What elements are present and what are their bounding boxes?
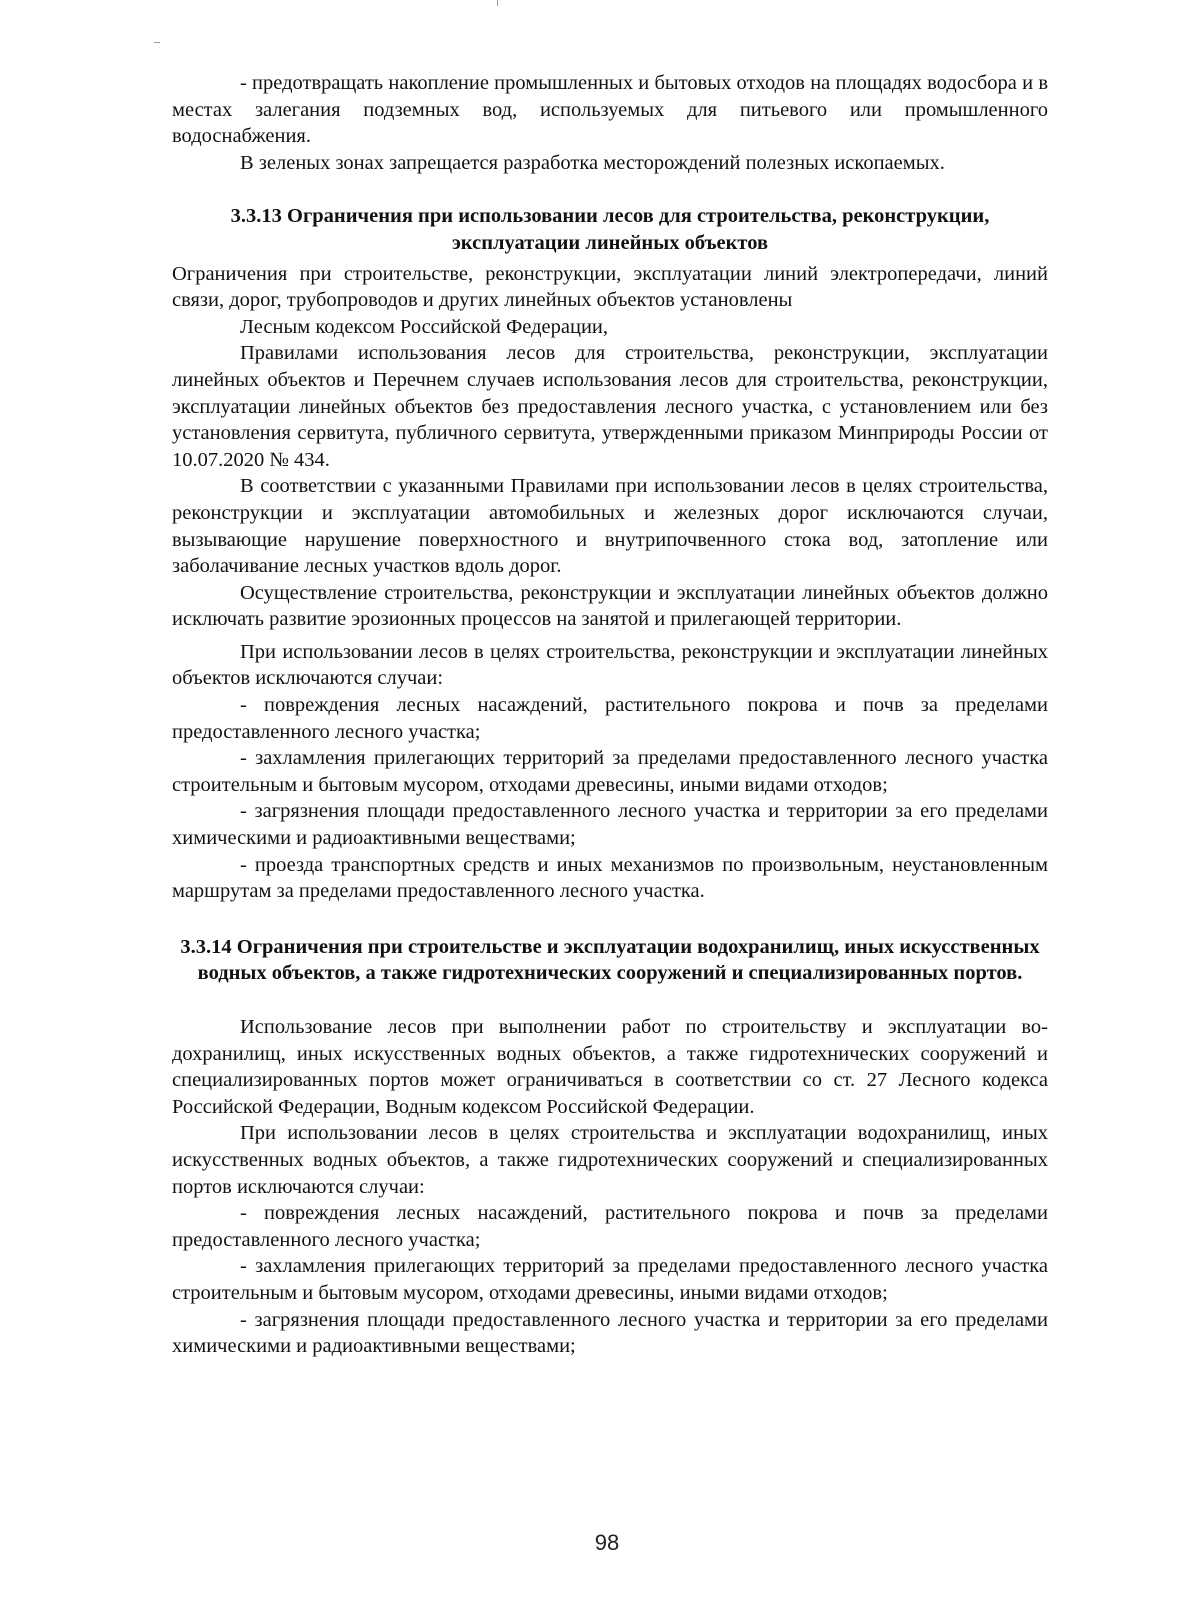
paragraph: Ограничения при строительстве, реконструкции, эксплуатации линий электропередачи, линий связи, дорог, трубопроводов и других линейных объектов установлены — [172, 262, 1048, 312]
section-heading-3-3-14: 3.3.14 Ограничения при строительстве и эксплуатации водохранилищ, иных искусственных водных объектов, а также гидротехнических сооружений и специализированных портов. — [180, 935, 1040, 985]
page-number: 98 — [594, 1530, 620, 1555]
paragraph: В соответствии с указанными Правилами при использовании лесов в целях строительства, реконструкции и эксплуатации автомобильных и железных дорог исключаются случаи, вызывающие нарушение поверхностного и внутрипочвенного стока вод, затопление или заболачивание лесных участков вдоль дорог. — [172, 475, 1048, 578]
list-item: - загрязнения площади предоставленного лесного участка и территории за его пределами химическими и радиоактивными веществами; — [172, 800, 1048, 850]
list-item: - повреждения лесных насаждений, растительного покрова и почв за пределами предоставленного лесного участка; — [172, 694, 1048, 743]
paragraph: При использовании лесов в целях строительства и эксплуатации водохранилищ, иных искусственных водных объектов, а также гидротехнических сооружений и специализированных портов исключаются случаи: — [172, 1122, 1048, 1198]
paragraph: Осуществление строительства, реконструкции и эксплуатации линейных объектов должно исключать развитие эрозионных процессов на занятой и прилегающей территории. — [172, 581, 1048, 631]
list-item: - захламления прилегающих территорий за пределами предоставленного лесного участка строительным и бытовым мусором, отходами древесины, иными видами отходов; — [172, 747, 1048, 796]
list-item: - проезда транспортных средств и иных механизмов по произвольным, неустановленным маршрутам за пределами предоставленного лесного участка. — [172, 853, 1048, 903]
heading-line: 3.3.13 Ограничения при использовании лесов для строительства, реконструкции, — [230, 205, 990, 228]
paragraph: Правилами использования лесов для строительства, реконструкции, эксплуатации линейных объектов и Перечнем случаев использования лесов для строительства, реконструкции, эксплуатации линейных объектов без предоставления лесного участка, с установлением или без установления сервитута, публичного сервитута, утвержденными приказом Минприроды России от 10.07.2020 № 434. — [172, 342, 1048, 471]
paragraph: В зеленых зонах запрещается разработка месторождений полезных ископаемых. — [240, 151, 945, 174]
document-page — [172, 70, 1048, 1360]
list-item: - повреждения лесных насаждений, растительного покрова и почв за пределами предоставленного лесного участка; — [172, 1202, 1048, 1251]
paragraph: При использовании лесов в целях строительства, реконструкции и эксплуатации линейных объектов исключаются случаи: — [172, 640, 1048, 690]
paragraph: Лесным кодексом Российской Федерации, — [240, 315, 609, 338]
section-heading-3-3-13 — [172, 203, 1048, 256]
paragraph: - предотвращать накопление промышленных и бытовых отходов на площадях водосбора и в местах залегания подземных вод, используемых для питьевого или промышленного водоснабжения. — [172, 72, 1048, 148]
list-item: - загрязнения площади предоставленного лесного участка и территории за его пределами химическими и радиоактивными веществами; — [172, 1308, 1048, 1358]
paragraph: Использование лесов при выполнении работ по строительству и эксплуатации водохранилищ, иных искусственных водных объектов, а также гидротехнических сооружений и специализированных портов может ограничиваться в соответствии со ст. 27 Лесного кодекса Российской Федерации, Водным кодексом Российской Федерации. — [172, 1016, 1048, 1118]
scan-speck — [497, 0, 498, 6]
heading-line: эксплуатации линейных объектов — [451, 231, 769, 254]
list-item: - захламления прилегающих территорий за пределами предоставленного лесного участка строительным и бытовым мусором, отходами древесины, иными видами отходов; — [172, 1255, 1048, 1304]
scan-speck — [154, 42, 160, 43]
